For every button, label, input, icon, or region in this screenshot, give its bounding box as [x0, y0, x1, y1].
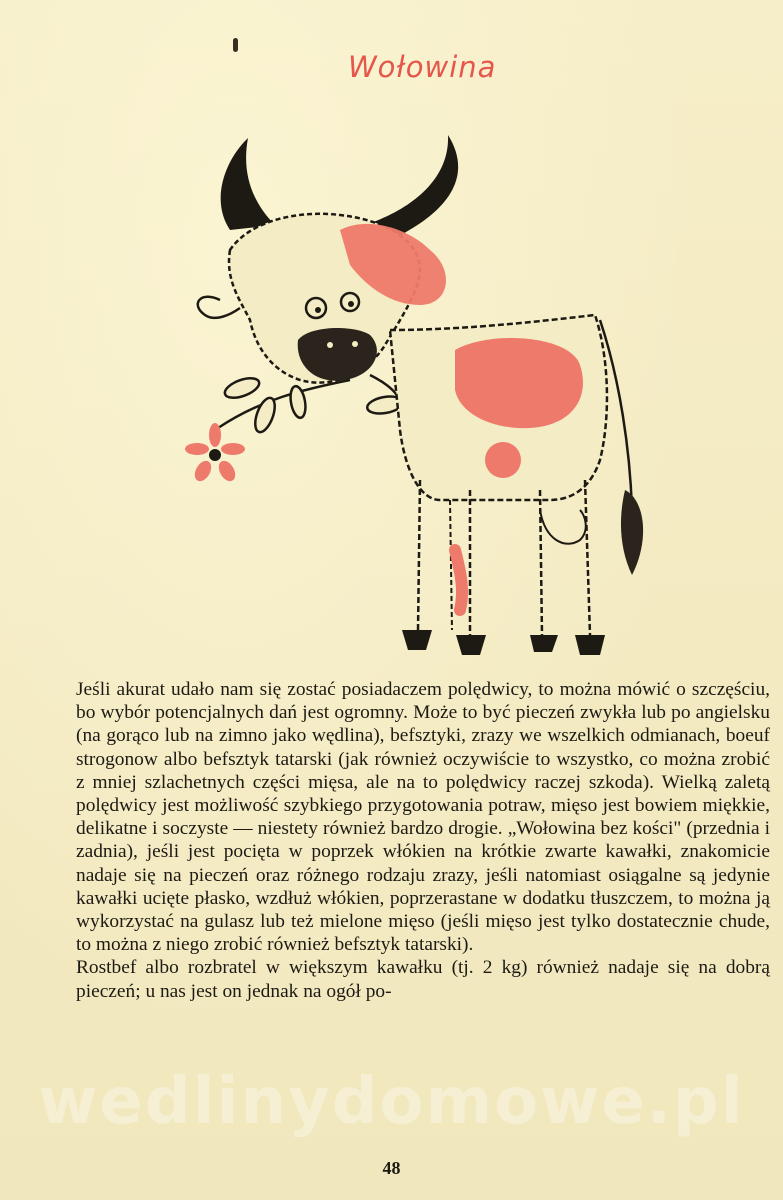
paragraph: Jeśli akurat udało nam się zostać posiadaczem polędwicy, to można mówić o szczęściu, bo wybór potencjalnych dań jest ogromny. Może to być pieczeń zwykła lub po angielsku (na gorąco lub na zimno jako wędlina), befsztyki, zrazy we wszelkich odmianach, boeuf strogonow albo befsztyk tatarski (jak również oczywiście to wszystko, co można zrobić z mniej szlachetnych części mięsa, ale na to polędwicy raczej szkoda). Wielką zaletą polędwicy jest możliwość szybkiego przygotowania potraw, mięso jest bowiem miękkie, delikatne i soczyste — niestety również bardzo drogie. „Wołowina bez kości" (przednia i zadnia), jeśli jest pocięta w poprzek włókien na krótkie zwarte kawałki, znakomicie nadaje się na pieczeń oraz różnego rodzaju zrazy, jeśli natomiast osiągalne są jedynie kawałki ucięte płasko, wzdłuż włókien, poprzerastane w dodatku tłuszczem, to można ją wykorzystać na gulasz lub też mielone mięso (jeśli mięso jest tylko dostatecznie chude, to można z niego zrobić również befsztyk tatarski). [76, 679, 770, 956]
chapter-title: Wołowina [348, 50, 497, 84]
page-number: 48 [382, 1158, 401, 1178]
paragraph: Rostbef albo rozbratel w większym kawałku (tj. 2 kg) również nadaje się na dobrą pieczeń; u nas jest on jednak na ogół po- [76, 957, 770, 1002]
cow-icon [170, 130, 690, 670]
watermark: wedlinydomowe.pl [38, 1065, 745, 1139]
chapter-body [76, 678, 770, 1003]
ink-mark [233, 38, 238, 52]
